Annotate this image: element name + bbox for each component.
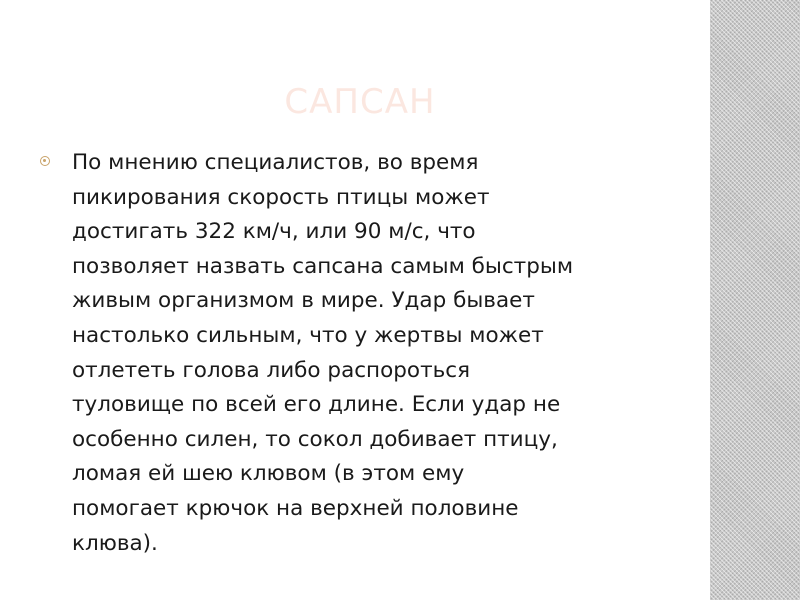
circle-bullet-icon (40, 156, 50, 166)
text-line: позволяет назвать сапсана самым быстрым (72, 253, 574, 279)
decorative-side-band (710, 0, 800, 600)
text-line: ломая ей шею клювом (в этом ему (72, 461, 465, 487)
text-line: настолько сильным, что у жертвы может (72, 322, 544, 348)
text-line: помогает крючок на верхней половине (72, 495, 519, 521)
text-line: По мнению специалистов, во время (72, 150, 479, 175)
text-line: достигать 322 км/ч, или 90 м/с, что (72, 219, 476, 245)
text-line: клюва). (72, 530, 158, 556)
bullet-text (72, 146, 672, 561)
text-line: живым организмом в мире. Удар бывает (72, 288, 535, 314)
slide-body (40, 146, 690, 561)
text-line: отлететь голова либо распороться (72, 357, 471, 383)
text-line: пикирования скорость птицы может (72, 184, 490, 210)
bullet-item (40, 146, 690, 561)
text-line: туловище по всей его длине. Если удар не (72, 392, 561, 418)
slide-title: САПСАН (284, 82, 436, 122)
text-line: особенно силен, то сокол добивает птицу, (72, 426, 558, 452)
